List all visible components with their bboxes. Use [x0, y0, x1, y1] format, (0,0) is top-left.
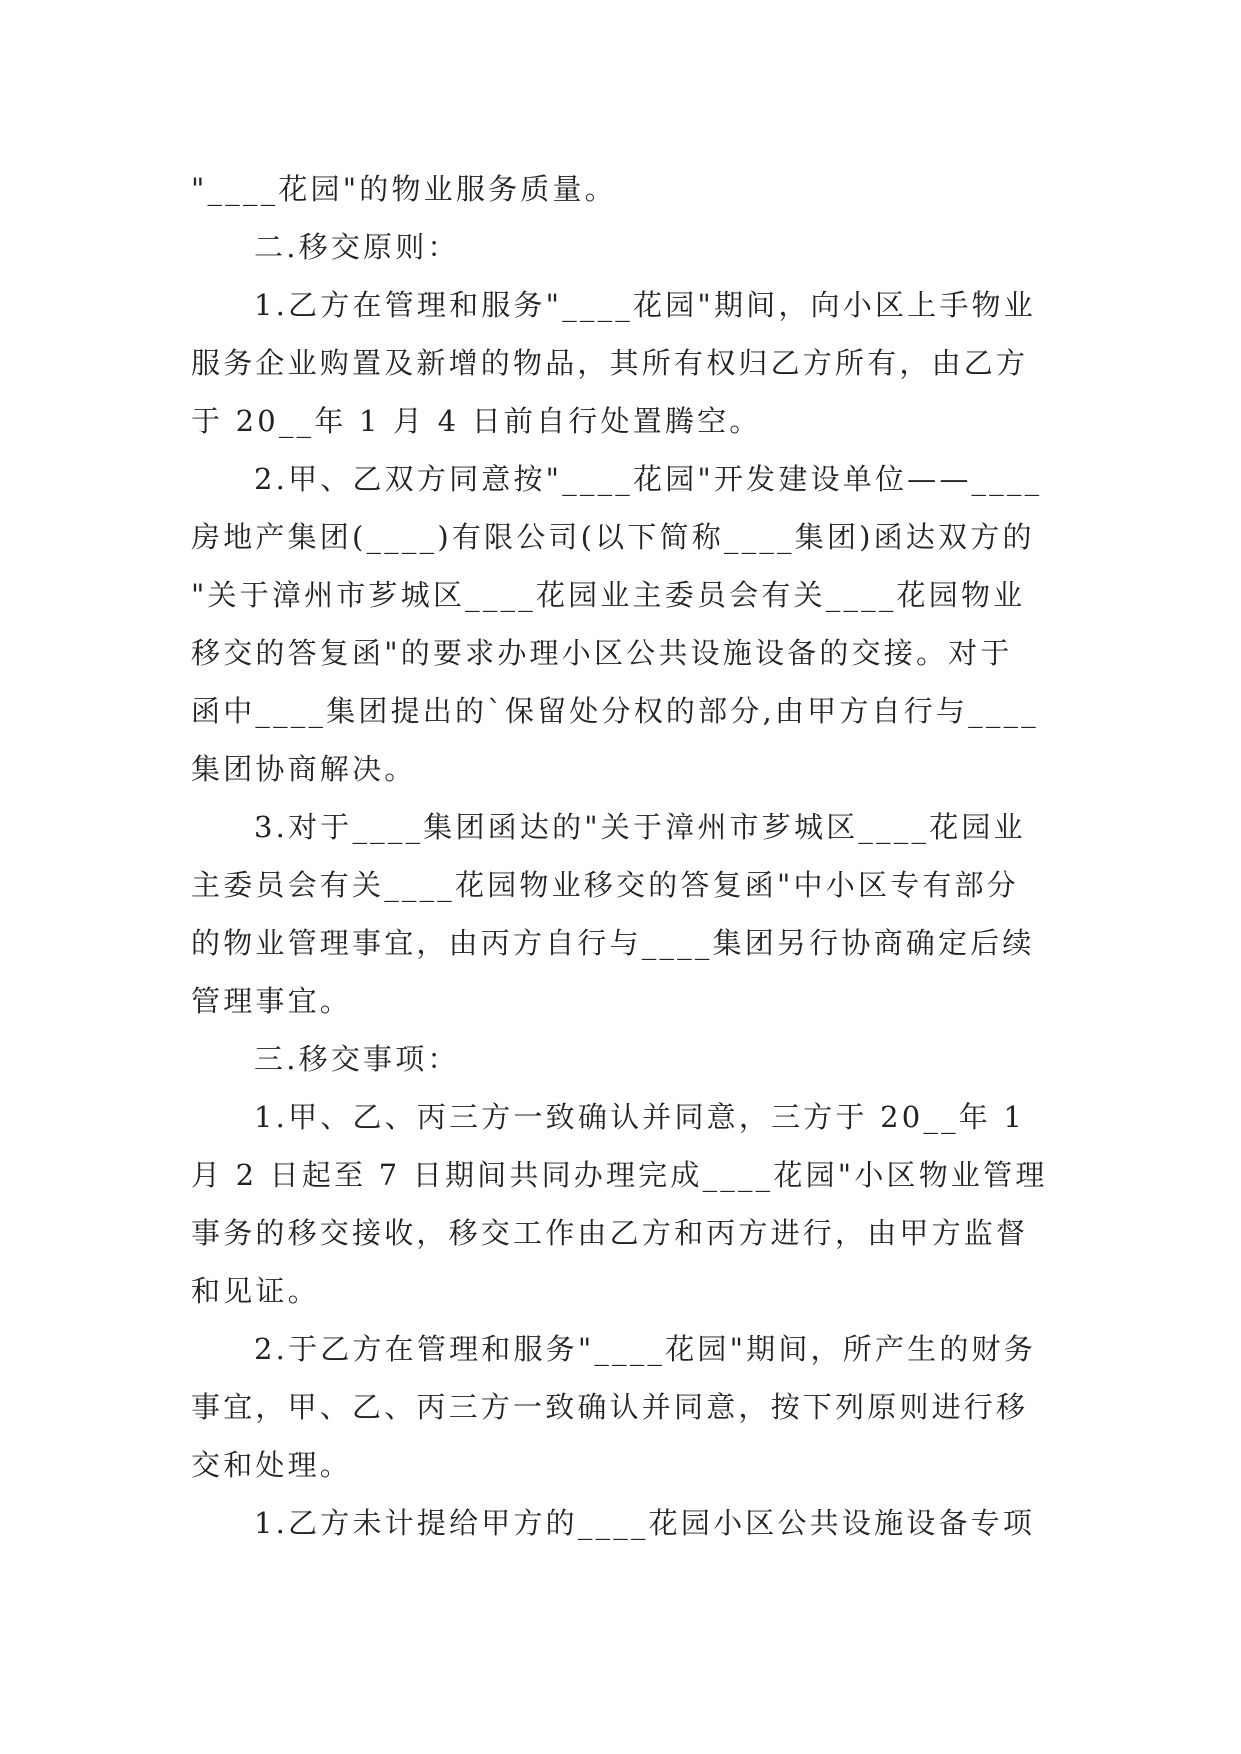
text-line: 的物业管理事宜，由丙方自行与____集团另行协商确定后续 [191, 926, 1035, 960]
text-line: 房地产集团(____)有限公司(以下简称____集团)函达双方的 [191, 520, 1035, 554]
section-heading-3: 三.移交事项： [254, 1042, 460, 1076]
text-line: 函中____集团提出的`保留处分权的部分,由甲方自行与____ [191, 694, 1039, 728]
document-body [191, 160, 1051, 1552]
text-line: 3.对于____集团函达的"关于漳州市芗城区____花园业 [254, 810, 1026, 844]
text-line: 2.甲、乙双方同意按"____花园"开发建设单位——____ [254, 462, 1043, 496]
text-line: 2.于乙方在管理和服务"____花园"期间，所产生的财务 [254, 1332, 1036, 1366]
text-line: 服务企业购置及新增的物品，其所有权归乙方所有，由乙方 [191, 346, 1029, 380]
text-line: 于 20__年 1 月 4 日前自行处置腾空。 [191, 404, 762, 438]
text-line: 移交的答复函"的要求办理小区公共设施设备的交接。对于 [191, 636, 1013, 670]
text-line: "关于漳州市芗城区____花园业主委员会有关____花园物业 [191, 578, 1026, 612]
text-line: "____花园"的物业服务质量。 [191, 172, 617, 206]
text-line: 事务的移交接收，移交工作由乙方和丙方进行，由甲方监督 [191, 1216, 1029, 1250]
text-line: 管理事宜。 [191, 984, 353, 1018]
text-line: 和见证。 [191, 1274, 320, 1308]
section-heading-2: 二.移交原则： [254, 230, 460, 264]
text-line: 1.乙方未计提给甲方的____花园小区公共设施设备专项 [254, 1506, 1036, 1540]
text-line: 月 2 日起至 7 日期间共同办理完成____花园"小区物业管理 [191, 1158, 1048, 1192]
text-line: 集团协商解决。 [191, 752, 417, 786]
text-line: 1.乙方在管理和服务"____花园"期间，向小区上手物业 [254, 288, 1036, 322]
text-line: 事宜，甲、乙、丙三方一致确认并同意，按下列原则进行移 [191, 1390, 1029, 1424]
text-line: 主委员会有关____花园物业移交的答复函"中小区专有部分 [191, 868, 1019, 902]
text-line: 交和处理。 [191, 1448, 353, 1482]
text-line: 1.甲、乙、丙三方一致确认并同意，三方于 20__年 1 [254, 1100, 1026, 1134]
